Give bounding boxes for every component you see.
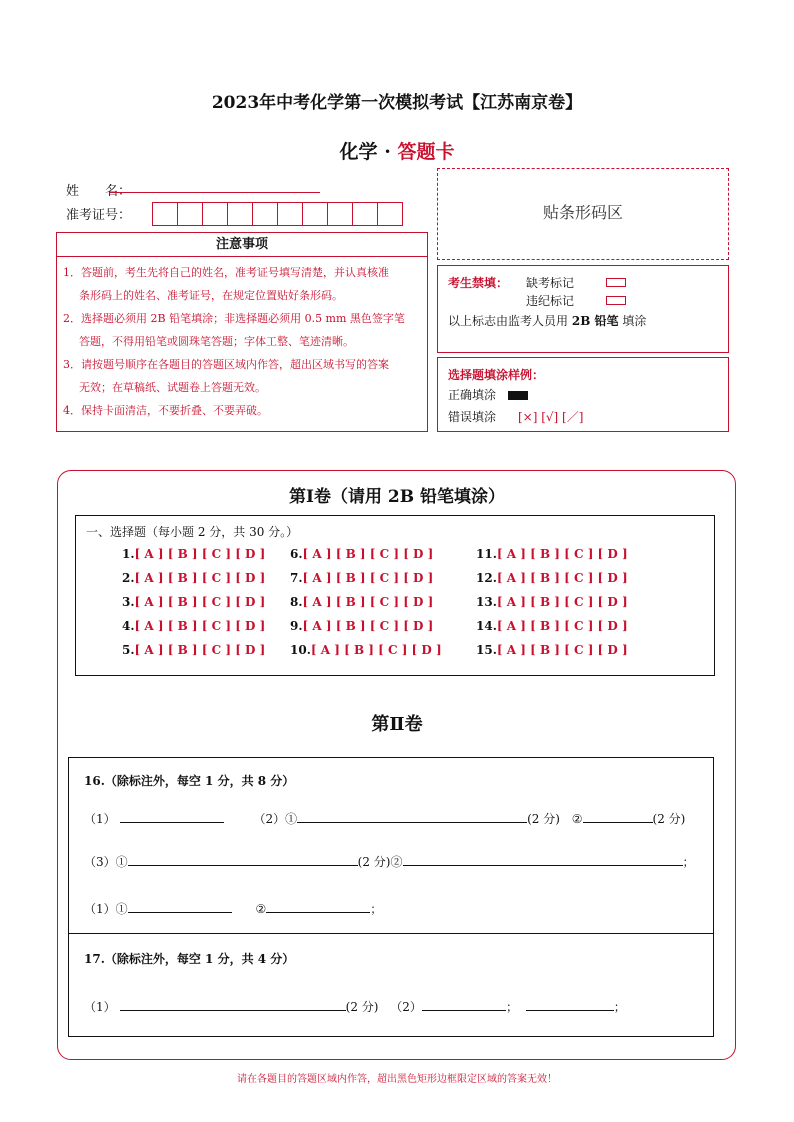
- circle-label: ②: [571, 812, 583, 826]
- question-number: 9.: [290, 619, 303, 633]
- answer-options[interactable]: [ A ] [ B ] [ C ] [ D ]: [134, 595, 266, 609]
- exam-id-label: 准考证号：: [66, 208, 132, 223]
- exam-id-boxes[interactable]: [152, 202, 402, 226]
- q16-row2: [84, 853, 695, 870]
- exam-id-digit-box[interactable]: [377, 202, 403, 226]
- mc-question: [122, 595, 265, 609]
- answer-card-label: 答题卡: [397, 141, 455, 163]
- q17-heading: 17.（除标注外，每空 1 分，共 4 分）: [84, 952, 295, 966]
- answer-options[interactable]: [ A ] [ B ] [ C ] [ D ]: [496, 595, 628, 609]
- mc-question: [476, 547, 628, 561]
- q16-row3: [84, 900, 382, 917]
- question-number: 11.: [476, 547, 497, 561]
- answer-options[interactable]: [ A ] [ B ] [ C ] [ D ]: [496, 571, 628, 585]
- question-number: 3.: [122, 595, 135, 609]
- circle-label: ①: [115, 902, 128, 916]
- notice-heading: 注意事项: [57, 233, 427, 257]
- part-label: （3）: [84, 855, 116, 869]
- answer-options[interactable]: [ A ] [ B ] [ C ] [ D ]: [496, 643, 628, 657]
- question-number: 6.: [290, 547, 303, 561]
- points-note: (2 分): [527, 812, 560, 826]
- question-number: 10.: [290, 643, 311, 657]
- q16-heading: 16.（除标注外，每空 1 分，共 8 分）: [84, 774, 295, 788]
- answer-options[interactable]: [ A ] [ B ] [ C ] [ D ]: [302, 571, 434, 585]
- question-number: 12.: [476, 571, 497, 585]
- part2-title: 第Ⅱ卷: [371, 714, 423, 735]
- mc-question: [290, 643, 442, 657]
- question-number: 5.: [122, 643, 135, 657]
- mc-question: [290, 619, 433, 633]
- answer-blank[interactable]: [128, 901, 232, 913]
- part-label: （2）: [253, 812, 286, 826]
- mc-heading: 一、选择题（每小题 2 分，共 30 分。）: [86, 525, 299, 539]
- barcode-area: 贴条形码区: [437, 168, 729, 260]
- notice-item: 1．答题前，考生先将自己的姓名，准考证号填写清楚，并认真核准: [63, 266, 389, 279]
- circle-label: ②: [255, 902, 267, 916]
- question-number: 1.: [122, 547, 135, 561]
- subject-label: 化学: [339, 141, 378, 163]
- answer-blank[interactable]: [526, 999, 614, 1011]
- exam-id-digit-box[interactable]: [152, 202, 178, 226]
- exam-id-digit-box[interactable]: [227, 202, 253, 226]
- wrong-label: 错误填涂: [448, 410, 497, 424]
- q17-row1: [84, 998, 626, 1015]
- mc-question: [476, 619, 628, 633]
- note-text: 以上标志由监考人员用: [448, 314, 569, 328]
- part-label: （1）: [84, 1000, 116, 1014]
- answer-options[interactable]: [ A ] [ B ] [ C ] [ D ]: [134, 643, 266, 657]
- notice-item: 答题，不得用铅笔或圆珠笔答题；字体工整、笔迹清晰。: [79, 335, 354, 348]
- answer-blank[interactable]: [120, 999, 346, 1011]
- answer-options[interactable]: [ A ] [ B ] [ C ] [ D ]: [310, 643, 442, 657]
- mc-question: [290, 595, 433, 609]
- answer-options[interactable]: [ A ] [ B ] [ C ] [ D ]: [134, 619, 266, 633]
- part-label: （2）: [390, 1000, 422, 1014]
- notice-body: [57, 257, 427, 422]
- mc-question: [476, 571, 628, 585]
- answer-options[interactable]: [ A ] [ B ] [ C ] [ D ]: [496, 619, 628, 633]
- answer-blank[interactable]: [297, 811, 527, 823]
- part-label: （1）: [84, 812, 116, 826]
- absent-label: 缺考标记: [526, 276, 575, 290]
- question-number: 15.: [476, 643, 497, 657]
- q16-row1: [84, 810, 685, 827]
- sample-title: 选择题填涂样例：: [448, 368, 545, 382]
- semicolon: ；: [682, 855, 695, 869]
- exam-id-digit-box[interactable]: [252, 202, 278, 226]
- points-note: (2 分): [345, 1000, 379, 1014]
- circle-label: ①: [115, 855, 128, 869]
- answer-options[interactable]: [ A ] [ B ] [ C ] [ D ]: [302, 547, 434, 561]
- notice-box: [56, 232, 428, 432]
- mc-question: [476, 643, 628, 657]
- note-text: 填涂: [622, 314, 647, 328]
- name-label: 姓 名：: [66, 184, 132, 199]
- notice-item: 无效；在草稿纸、试题卷上答题无效。: [79, 381, 266, 394]
- question-number: 2.: [122, 571, 135, 585]
- question-number: 13.: [476, 595, 497, 609]
- fill-sample-box: [437, 357, 729, 432]
- violation-mark-box: [606, 296, 626, 305]
- wrong-fill-marks: [×] [√] [／]: [518, 410, 584, 424]
- points-note: (2 分): [357, 855, 391, 869]
- exam-id-digit-box[interactable]: [202, 202, 228, 226]
- card-subtitle: [0, 137, 794, 164]
- mc-question: [122, 643, 265, 657]
- question-number: 14.: [476, 619, 497, 633]
- mc-question: [122, 547, 265, 561]
- answer-blank[interactable]: [120, 811, 224, 823]
- mc-question: [122, 571, 265, 585]
- points-note: (2 分): [652, 812, 686, 826]
- semicolon: ；: [505, 1000, 518, 1014]
- answer-options[interactable]: [ A ] [ B ] [ C ] [ D ]: [134, 571, 266, 585]
- notice-item: 条形码上的姓名、准考证号，在规定位置贴好条形码。: [79, 289, 343, 302]
- mc-question: [476, 595, 628, 609]
- question-number: 7.: [290, 571, 303, 585]
- answer-blank[interactable]: [403, 854, 683, 866]
- correct-label: 正确填涂: [448, 388, 497, 402]
- answer-options[interactable]: [ A ] [ B ] [ C ] [ D ]: [134, 547, 266, 561]
- question-number: 4.: [122, 619, 135, 633]
- answer-options[interactable]: [ A ] [ B ] [ C ] [ D ]: [302, 595, 434, 609]
- short-answer-box: [68, 757, 714, 1037]
- answer-options[interactable]: [ A ] [ B ] [ C ] [ D ]: [302, 619, 434, 633]
- absent-mark-box: [606, 278, 626, 287]
- exam-id-digit-box[interactable]: [352, 202, 378, 226]
- correct-fill-mark: [508, 391, 528, 400]
- part1-title: 第Ⅰ卷（请用 2B 铅笔填涂）: [289, 487, 505, 507]
- answer-options[interactable]: [ A ] [ B ] [ C ] [ D ]: [496, 547, 628, 561]
- note-pencil: 2B 铅笔: [571, 314, 619, 328]
- mc-question: [290, 571, 433, 585]
- examiner-only-label: 考生禁填：: [448, 276, 509, 290]
- mc-question: [122, 619, 265, 633]
- answer-blank[interactable]: [266, 901, 370, 913]
- question-number: 8.: [290, 595, 303, 609]
- answer-blank[interactable]: [422, 999, 506, 1011]
- exam-id-digit-box[interactable]: [277, 202, 303, 226]
- semicolon: ；: [613, 1000, 626, 1014]
- answer-blank[interactable]: [583, 811, 653, 823]
- subtitle-dot: ·: [384, 141, 391, 163]
- exam-id-digit-box[interactable]: [327, 202, 353, 226]
- circle-label: ②: [390, 855, 403, 869]
- footer-warning: 请在各题目的答题区域内作答，超出黑色矩形边框限定区域的答案无效！: [237, 1074, 557, 1085]
- circle-label: ①: [285, 812, 298, 826]
- exam-id-digit-box[interactable]: [302, 202, 328, 226]
- examiner-note: [448, 312, 646, 329]
- notice-item: 4．保持卡面清洁，不要折叠、不要弄破。: [63, 404, 268, 417]
- violation-label: 违纪标记: [526, 294, 575, 308]
- notice-item: 3．请按题号顺序在各题目的答题区域内作答，超出区域书写的答案: [63, 358, 389, 371]
- exam-id-digit-box[interactable]: [177, 202, 203, 226]
- page-title: 2023年中考化学第一次模拟考试【江苏南京卷】: [211, 93, 583, 113]
- name-field[interactable]: [110, 192, 320, 193]
- semicolon: ；: [370, 902, 383, 916]
- part-label: （1）: [84, 902, 116, 916]
- notice-item: 2．选择题必须用 2B 铅笔填涂；非选择题必须用 0.5 mm 黑色签字笔: [63, 312, 405, 325]
- answer-blank[interactable]: [128, 854, 358, 866]
- question-divider: [68, 933, 714, 934]
- examiner-only-box: [437, 265, 729, 353]
- mc-question: [290, 547, 433, 561]
